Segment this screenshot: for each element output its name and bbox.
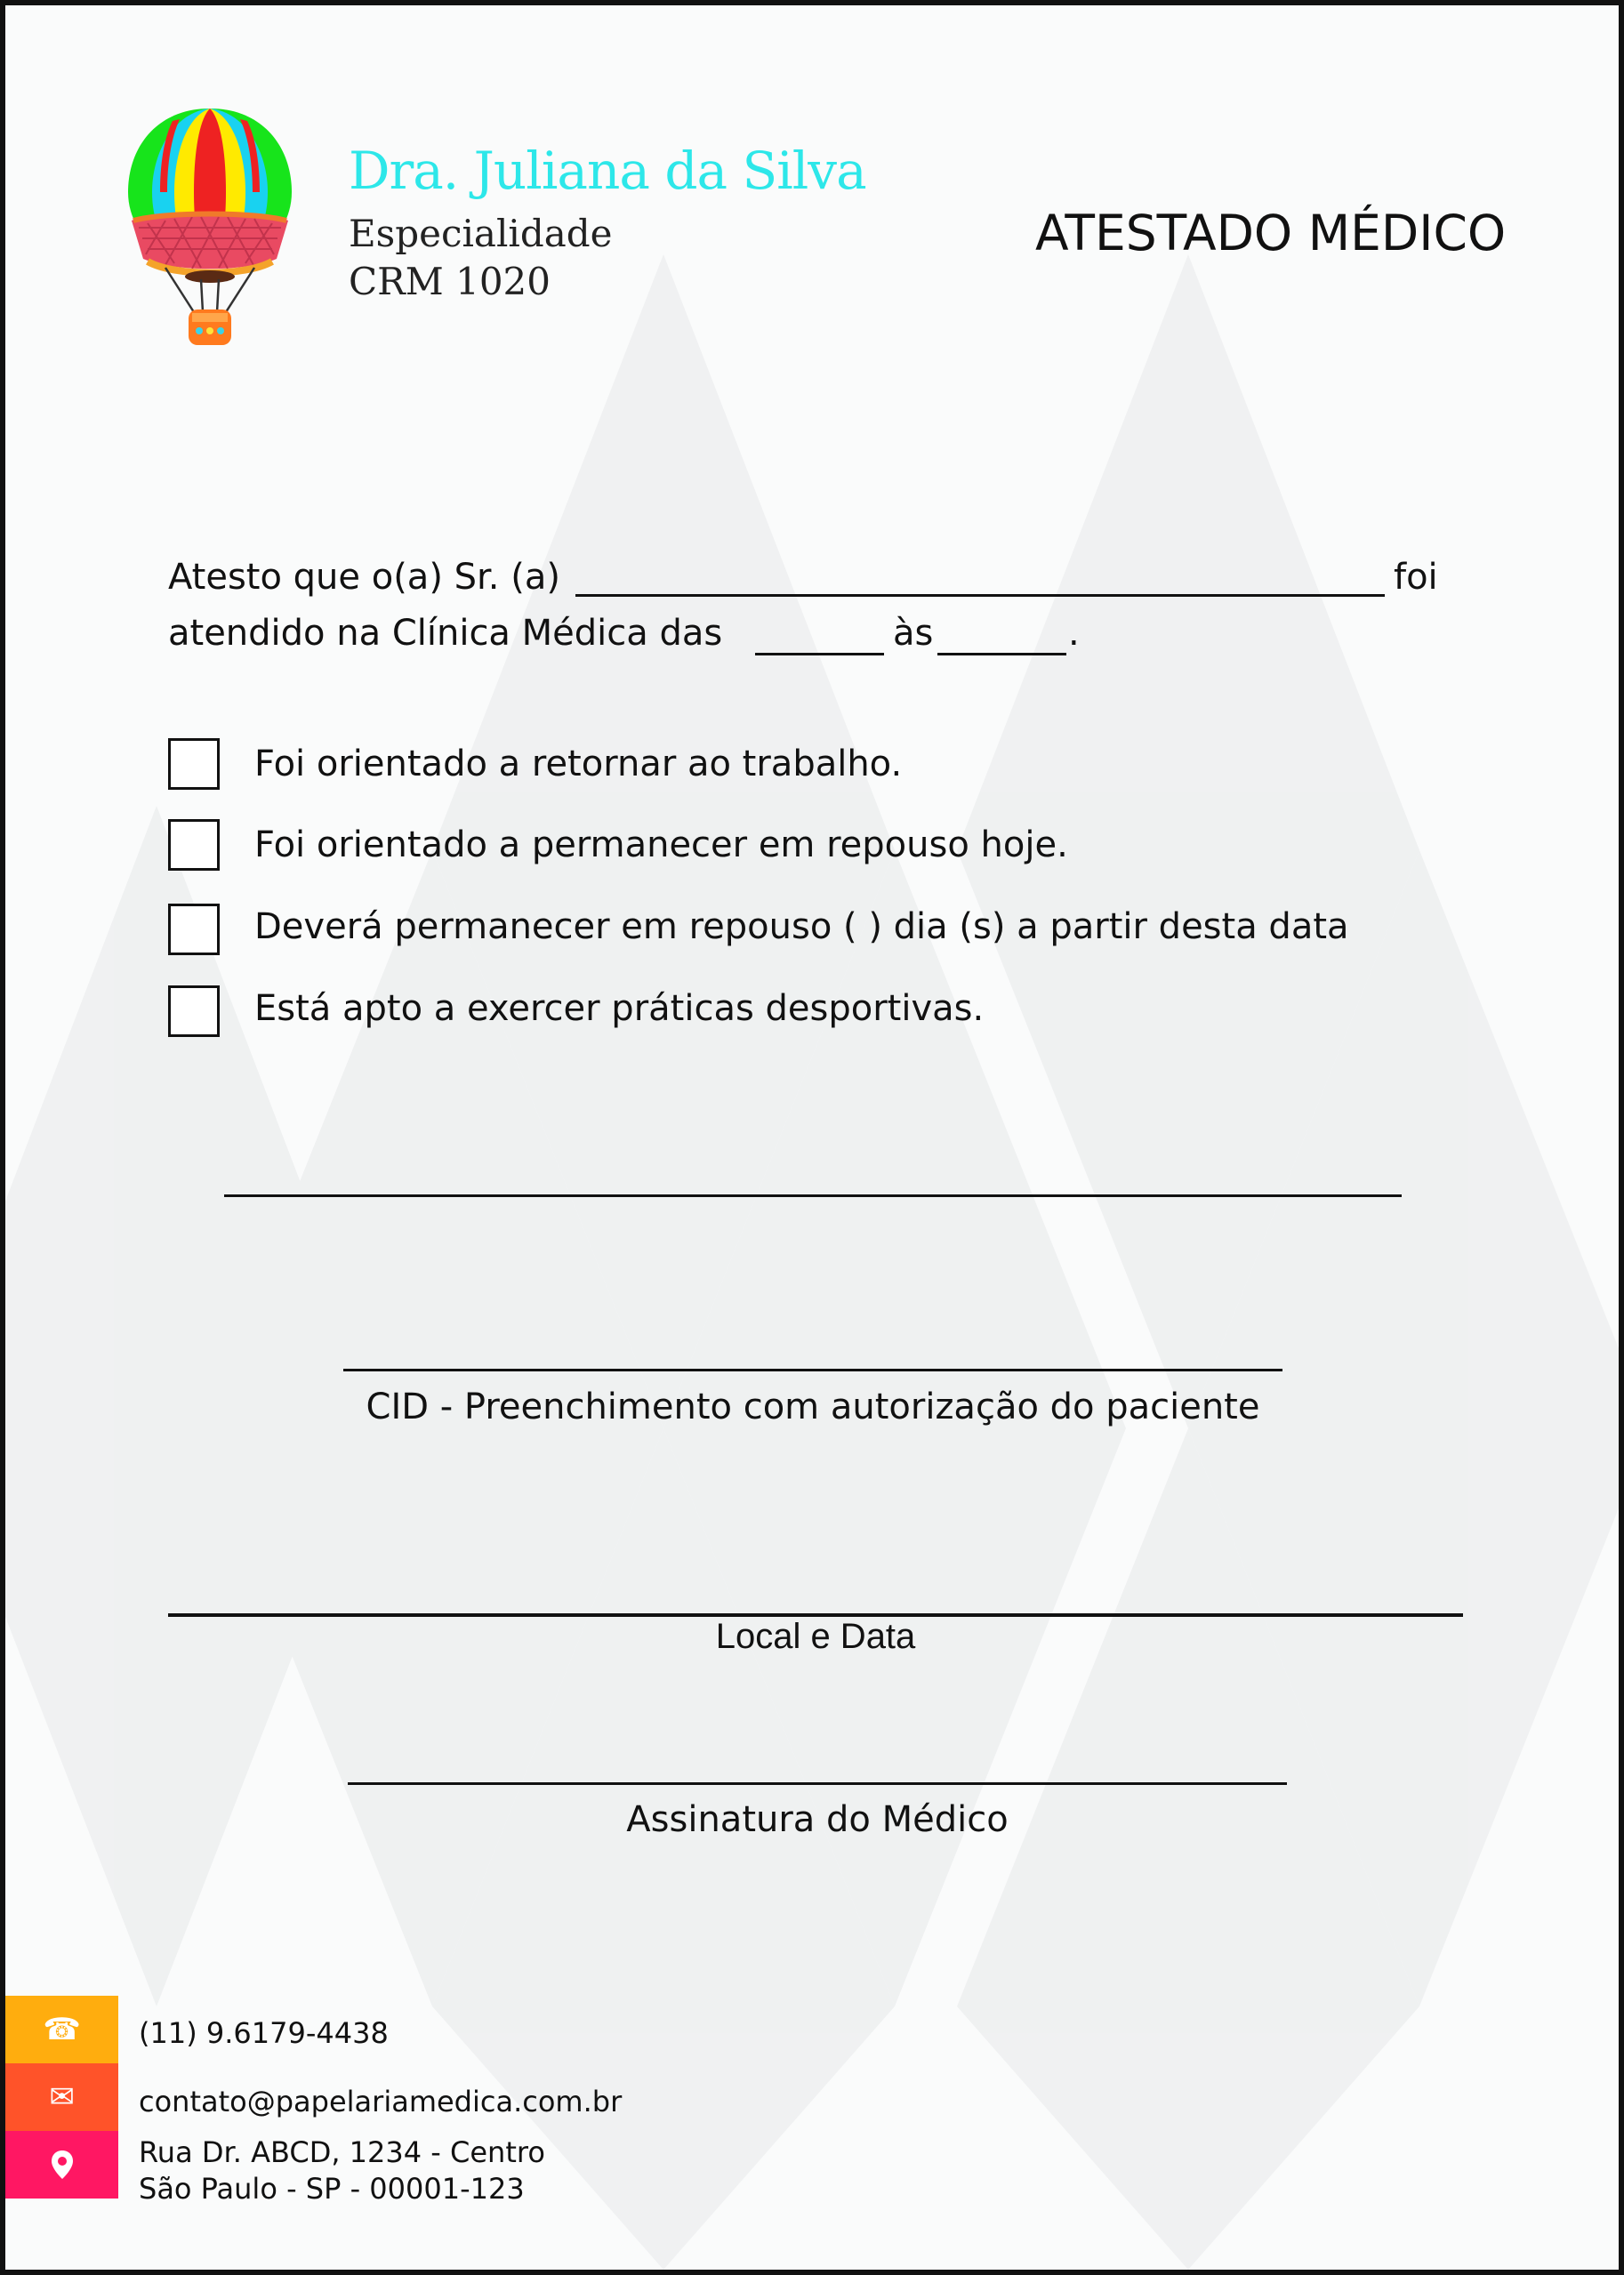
doctor-specialty: Especialidade bbox=[349, 212, 613, 255]
phone-icon: ☎ bbox=[5, 1996, 118, 2063]
envelope-icon: ✉ bbox=[5, 2063, 118, 2131]
location-pin-icon bbox=[5, 2131, 118, 2199]
checkbox-rest-today[interactable] bbox=[168, 819, 220, 871]
option-label: Foi orientado a retornar ao trabalho. bbox=[254, 744, 903, 784]
checkbox-return-to-work[interactable] bbox=[168, 738, 220, 790]
footer-phone: (11) 9.6179-4438 bbox=[139, 2016, 389, 2050]
local-date-label: Local e Data bbox=[715, 1617, 916, 1656]
footer-email: contato@papelariamedica.com.br bbox=[139, 2085, 623, 2118]
cid-label: CID - Preenchimento com autorização do paciente bbox=[366, 1387, 1260, 1427]
footer-address-line2: São Paulo - SP - 00001-123 bbox=[139, 2172, 525, 2206]
cid-field[interactable] bbox=[343, 1369, 1282, 1371]
hot-air-balloon-icon bbox=[121, 103, 299, 352]
document-title: ATESTADO MÉDICO bbox=[1035, 205, 1507, 261]
doctor-name: Dra. Juliana da Silva bbox=[349, 141, 866, 201]
observation-line[interactable] bbox=[224, 1194, 1402, 1197]
end-time-field[interactable] bbox=[937, 653, 1066, 655]
doctor-crm: CRM 1020 bbox=[349, 260, 551, 303]
footer-address-line1: Rua Dr. ABCD, 1234 - Centro bbox=[139, 2135, 545, 2169]
signature-field[interactable] bbox=[348, 1782, 1287, 1785]
option-label: Está apto a exercer práticas desportivas. bbox=[254, 988, 985, 1029]
option-label: Deverá permanecer em repouso ( ) dia (s) a partir desta data bbox=[254, 906, 1349, 947]
signature-label: Assinatura do Médico bbox=[626, 1799, 1009, 1840]
patient-name-field[interactable] bbox=[575, 594, 1385, 597]
attest-line2-prefix: atendido na Clínica Médica das bbox=[168, 613, 723, 654]
checkbox-fit-for-sports[interactable] bbox=[168, 985, 220, 1037]
checkbox-rest-days[interactable] bbox=[168, 904, 220, 955]
attest-line1-prefix: Atesto que o(a) Sr. (a) bbox=[168, 557, 560, 598]
attest-line1-suffix: foi bbox=[1394, 557, 1438, 598]
attest-line2-end: . bbox=[1068, 613, 1080, 654]
start-time-field[interactable] bbox=[755, 653, 884, 655]
option-label: Foi orientado a permanecer em repouso hoje. bbox=[254, 824, 1068, 865]
attest-line2-mid: às bbox=[893, 613, 934, 654]
